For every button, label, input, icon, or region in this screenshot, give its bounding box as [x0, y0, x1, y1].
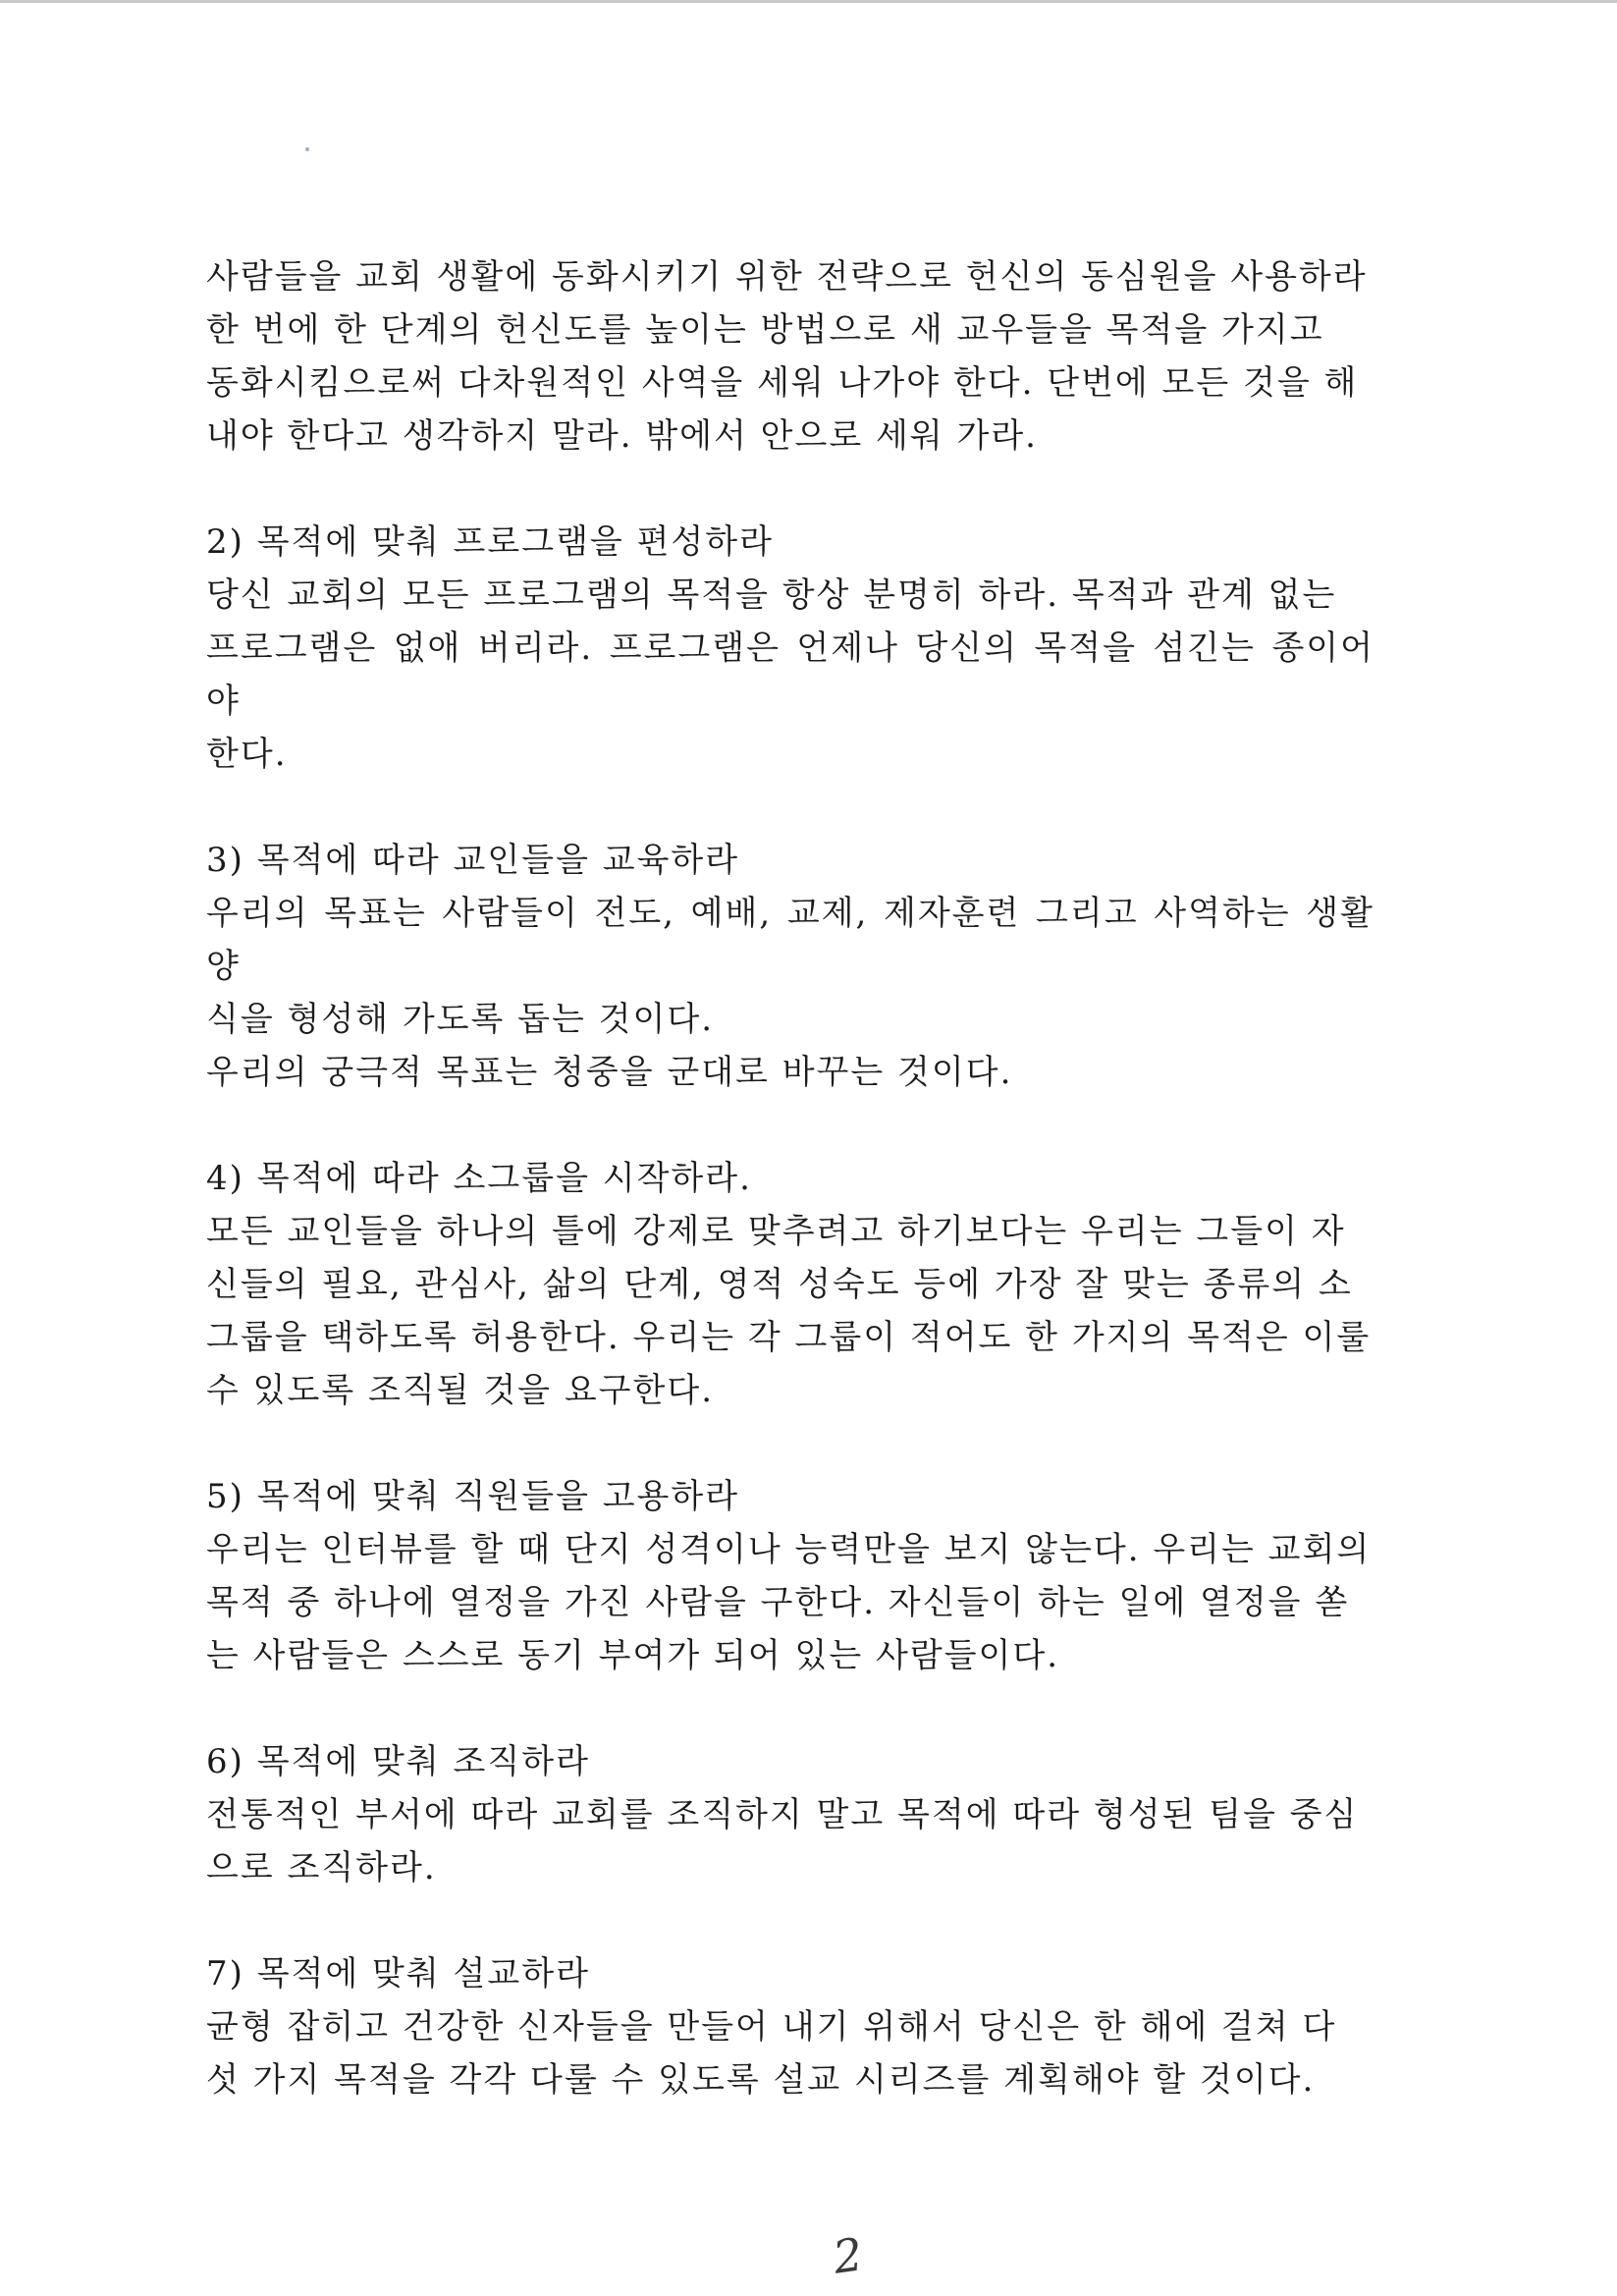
section-6 — [206, 1735, 1374, 1894]
section-4 — [206, 1152, 1374, 1417]
text-line: 한다. — [206, 735, 288, 774]
text-line: 당신 교회의 모든 프로그램의 목적을 항상 분명히 하라. 목적과 관계 없는 — [206, 575, 1337, 615]
section-7 — [206, 1947, 1374, 2106]
text-line: 사람들을 교회 생활에 동화시키기 위한 전략으로 헌신의 동심원을 사용하라 — [206, 257, 1368, 297]
text-line: 균형 잡히고 건강한 신자들을 만들어 내기 위해서 당신은 한 해에 걸쳐 다 — [206, 2007, 1337, 2047]
text-line: 우리의 궁극적 목표는 청중을 군대로 바꾸는 것이다. — [206, 1053, 1013, 1092]
intro-paragraph — [206, 250, 1374, 463]
text-line: 목적 중 하나에 열정을 가진 사람을 구한다. 자신들이 하는 일에 열정을 쏟 — [206, 1583, 1350, 1622]
text-line: 모든 교인들을 하나의 틀에 강제로 맞추려고 하기보다는 우리는 그들이 자 — [206, 1212, 1346, 1251]
text-line: 전통적인 부서에 따라 교회를 조직하지 말고 목적에 따라 형성된 팀을 중심 — [206, 1795, 1359, 1834]
page-number: 2 — [830, 2227, 866, 2284]
document-body — [206, 250, 1374, 2106]
section-heading: 7) 목적에 맞춰 설교하라 — [206, 1954, 590, 1994]
text-line: 동화시킴으로써 다차원적인 사역을 세워 나가야 한다. 단번에 모든 것을 해 — [206, 363, 1359, 403]
text-line: 으로 조직하라. — [206, 1848, 437, 1887]
section-heading: 6) 목적에 맞춰 조직하라 — [206, 1742, 590, 1781]
text-line: 프로그램은 없애 버리라. 프로그램은 언제나 당신의 목적을 섬긴는 종이어야 — [206, 629, 1374, 721]
section-heading: 2) 목적에 맞춰 프로그램을 편성하라 — [206, 522, 774, 562]
text-line: 는 사람들은 스스로 동기 부여가 되어 있는 사람들이다. — [206, 1636, 1060, 1675]
text-line: 섯 가지 목적을 각각 다룰 수 있도록 설교 시리즈를 계획해야 할 것이다. — [206, 2060, 1316, 2100]
text-line: 우리의 목표는 사람들이 전도, 예배, 교제, 제자훈련 그리고 사역하는 생활양 — [206, 894, 1374, 986]
text-line: 식을 형성해 가도록 돕는 것이다. — [206, 1000, 715, 1039]
scan-speck — [305, 147, 309, 151]
section-heading: 4) 목적에 따라 소그룹을 시작하라. — [206, 1159, 752, 1198]
section-3 — [206, 834, 1374, 1099]
text-line: 그룹을 택하도록 허용한다. 우리는 각 그룹이 적어도 한 가지의 목적은 이룰 — [206, 1318, 1372, 1357]
text-line: 내야 한다고 생각하지 말라. 밖에서 안으로 세워 가라. — [206, 416, 1038, 456]
section-5 — [206, 1470, 1374, 1682]
section-2 — [206, 516, 1374, 781]
text-line: 우리는 인터뷰를 할 때 단지 성격이나 능력만을 보지 않는다. 우리는 교회의 — [206, 1530, 1372, 1569]
text-line: 신들의 필요, 관심사, 삶의 단계, 영적 성숙도 등에 가장 잘 맞는 종류의 소 — [206, 1265, 1353, 1304]
section-heading: 3) 목적에 따라 교인들을 교육하라 — [206, 841, 740, 880]
text-line: 수 있도록 조직될 것을 요구한다. — [206, 1371, 715, 1410]
text-line: 한 번에 한 단계의 헌신도를 높이는 방법으로 새 교우들을 목적을 가지고 — [206, 310, 1324, 350]
scan-top-edge — [0, 0, 1617, 3]
section-heading: 5) 목적에 맞춰 직원들을 고용하라 — [206, 1477, 740, 1516]
